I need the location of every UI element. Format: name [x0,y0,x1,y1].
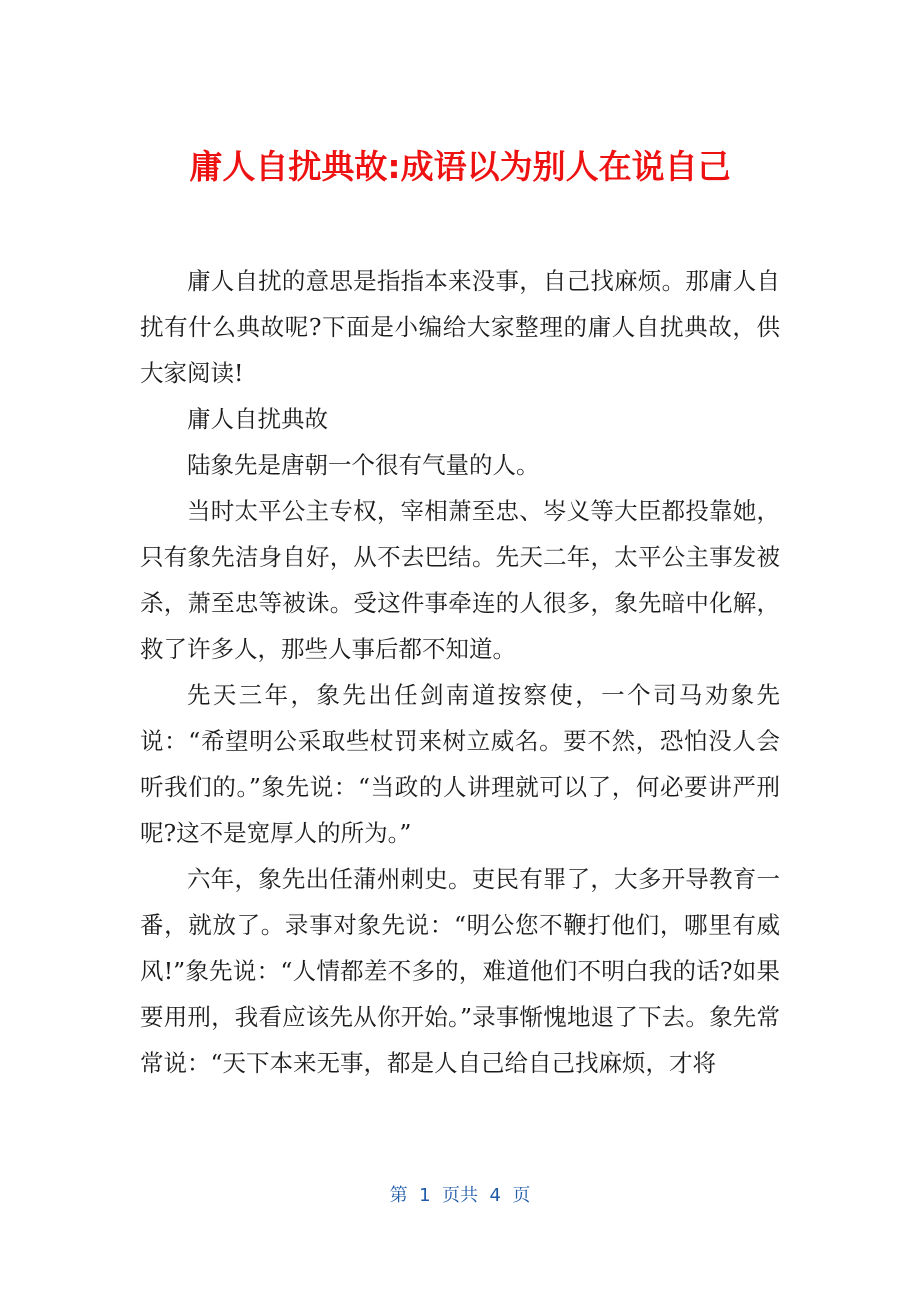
document-title: 庸人自扰典故:成语以为别人在说自己 [189,147,731,186]
paragraph-puzhou: 六年，象先出任蒲州刺史。吏民有罪了，大多开导教育一番，就放了。录事对象先说：“明公您不鞭打他们，哪里有威风!”象先说：“人情都差不多的，难道他们不明白我的话?如果要用刑，我看应该先从你开始。”录事惭愧地退了下去。象先常常说：“天下本来无事，都是人自己给自己找麻烦，才将 [140,865,780,1077]
document-body [140,258,780,1086]
paragraph-lu-xiangxian: 陆象先是唐朝一个很有气量的人。 [187,451,540,479]
paragraph-taiping-princess: 当时太平公主专权，宰相萧至忠、岑义等大臣都投靠她，只有象先洁身自好，从不去巴结。先天二年，太平公主事发被杀，萧至忠等被诛。受这件事牵连的人很多，象先暗中化解，救了许多人，那些人事后都不知道。 [140,497,780,663]
paragraph-jiannan: 先天三年，象先出任剑南道按察使，一个司马劝象先说：“希望明公采取些杖罚来树立威名。要不然，恐怕没人会听我们的。”象先说：“当政的人讲理就可以了，何必要讲严刑呢?这不是宽厚人的所为。” [140,681,780,847]
paragraph-intro: 庸人自扰的意思是指指本来没事，自己找麻烦。那庸人自扰有什么典故呢?下面是小编给大家整理的庸人自扰典故，供大家阅读! [140,267,780,387]
paragraph-heading: 庸人自扰典故 [187,405,328,433]
page-number-footer: 第 1 页共 4 页 [389,1185,531,1206]
